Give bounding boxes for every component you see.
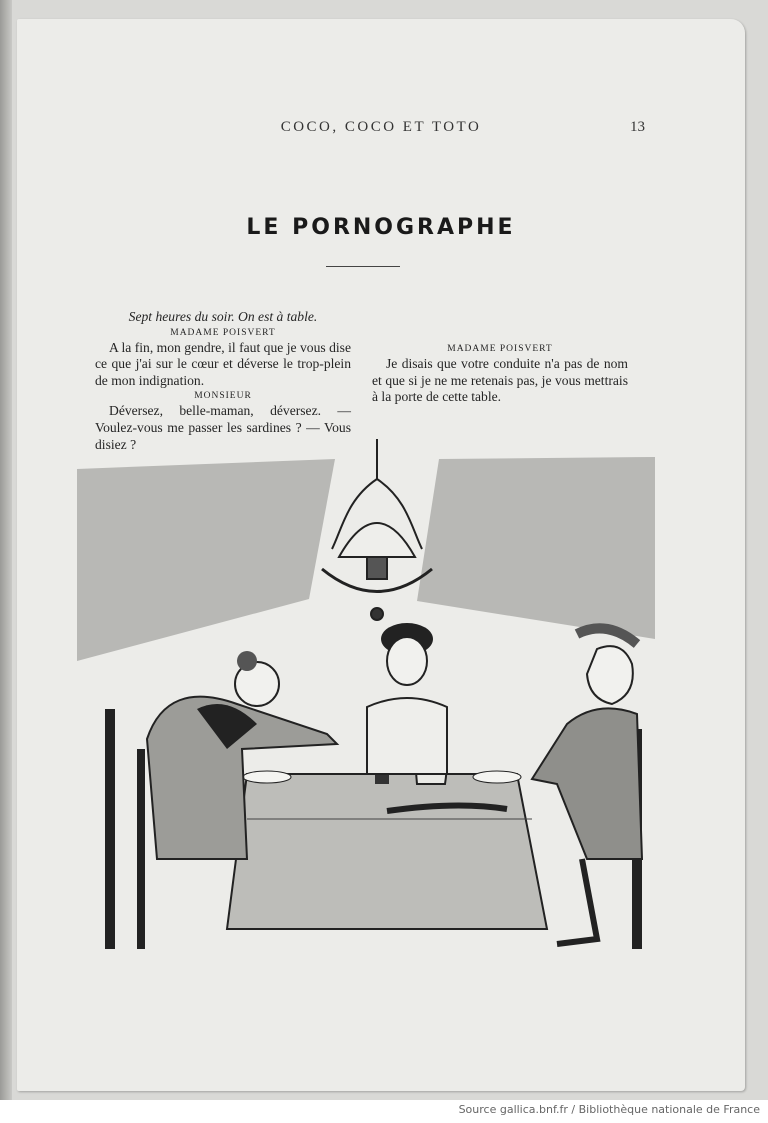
text-column-right <box>372 342 628 406</box>
dinner-scene-illustration <box>77 439 677 979</box>
stage-direction: Sept heures du soir. On est à table. <box>128 309 318 324</box>
dialogue-line-split: Déversez, belle-maman, déversez. — Voulez-vous me passer les sardines ? — Vous disiez ? <box>95 403 351 452</box>
young-woman-figure <box>367 623 447 774</box>
lamplight-shade-left <box>77 459 335 661</box>
chapter-title: LE PORNOGRAPHE <box>246 215 516 240</box>
text-column-left <box>95 309 351 452</box>
speaker-label: MADAME POISVERT <box>170 327 276 338</box>
speaker-label: MADAME POISVERT <box>447 344 553 354</box>
speaker-label: MONSIEUR <box>194 391 252 402</box>
running-head: COCO, COCO ET TOTO <box>280 119 482 135</box>
book-spine <box>0 0 12 1100</box>
source-credit: Source gallica.bnf.fr / Bibliothèque nationale de France <box>458 1103 760 1116</box>
son-in-law-figure <box>532 628 642 949</box>
page-number: 13 <box>630 119 645 135</box>
hanging-lamp <box>322 439 432 620</box>
title-rule <box>326 266 400 267</box>
lamplight-shade-right <box>417 457 655 639</box>
dialogue-line: A la fin, mon gendre, il faut que je vous dise ce que j'ai sur le cœur et déverse le trop-plein de mon indignation. <box>95 339 351 388</box>
book-page <box>17 19 745 1091</box>
dialogue-line: Je disais que votre conduite n'a pas de nom et que si je ne me retenais pas, je vous mettrais à la porte de cette table. <box>372 356 628 405</box>
